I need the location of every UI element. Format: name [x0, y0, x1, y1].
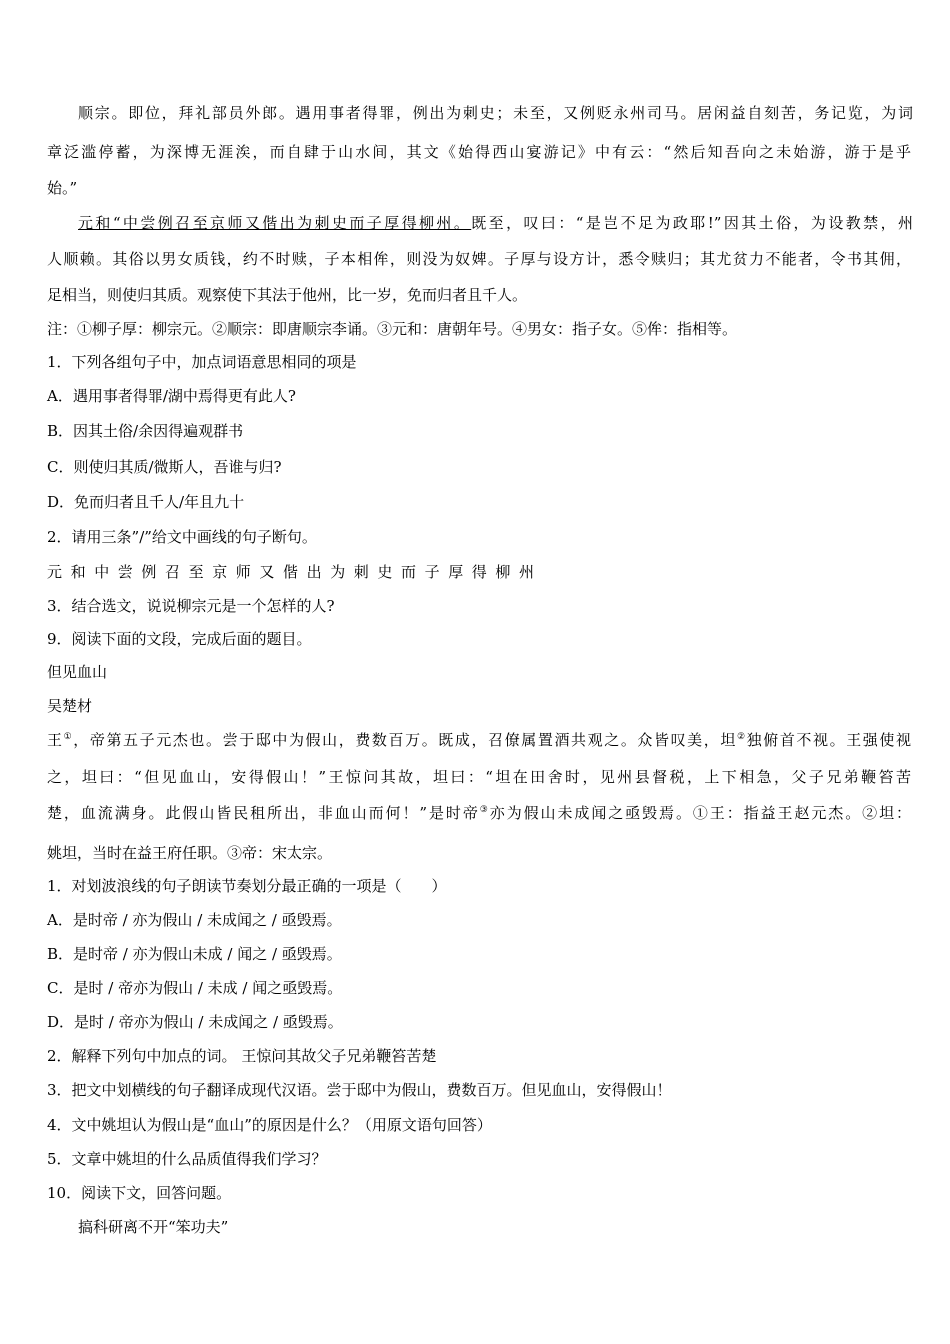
passage1-text: 既至，叹曰：“是岂不足为政耶!”因其土俗，为设教禁，州: [471, 214, 913, 232]
q9-option-a: A．是时帝 / 亦为假山 / 未成闻之 / 亟毁焉。: [47, 911, 342, 929]
passage1-line: 始。”: [47, 179, 78, 197]
question-2: 2．请用三条”/”给文中画线的句子断句。: [47, 528, 317, 546]
question-9-heading: 9．阅读下面的文段，完成后面的题目。: [47, 630, 312, 648]
q9-option-c: C．是时 / 帝亦为假山 / 未成 / 闻之亟毁焉。: [47, 979, 343, 997]
option-a: A．遇用事者得罪/湖中焉得更有此人?: [47, 387, 296, 405]
question-3: 3．结合选文，说说柳宗元是一个怎样的人?: [47, 597, 335, 615]
option-b: B．因其土俗/余因得遍观群书: [47, 422, 244, 440]
passage-title: 但见血山: [47, 663, 108, 681]
question-10-heading: 10．阅读下文，回答问题。: [47, 1184, 232, 1202]
passage2-text: 独俯首不视。王强使视: [746, 731, 911, 749]
option-d: D．免而归者且千人/年且九十: [47, 493, 245, 511]
q9-question-3: 3．把文中划横线的句子翻译成现代汉语。尝于邸中为假山，费数百万。但见血山，安得假山！: [47, 1081, 672, 1099]
passage2-line: 之，坦曰：“但见血山，安得假山！”王惊问其故，坦曰：“坦在田舍时，见州县督税，上下相急，父子兄弟鞭笞苦: [47, 768, 911, 786]
q9-option-b: B．是时帝 / 亦为假山未成 / 闻之 / 亟毁焉。: [47, 945, 342, 963]
passage-author: 吴楚材: [47, 697, 93, 715]
passage1-line: 人顺赖。其俗以男女质钱，约不时赎，子本相侔，则没为奴婢。子厚与设方计，悉令赎归；其尤贫力不能者，令书其佣，: [47, 250, 911, 268]
q9-question-1: 1．对划波浪线的句子朗读节奏划分最正确的一项是（ ）: [47, 877, 447, 895]
footnote-marker: ③: [479, 805, 490, 815]
q9-question-2: 2．解释下列句中加点的词。 王惊问其故父子兄弟鞭笞苦楚: [47, 1047, 437, 1065]
q9-question-5: 5．文章中姚坦的什么品质值得我们学习？: [47, 1150, 327, 1168]
passage1-line: [78, 213, 913, 235]
passage1-line: 足相当，则使归其质。观察使下其法于他州，比一岁，免而归者且千人。: [47, 286, 528, 304]
passage2-line: 姚坦，当时在益王府任职。③帝：宋太宗。: [47, 844, 333, 862]
passage1-line: 顺宗。即位，拜礼部员外郎。遇用事者得罪，例出为刺史；未至，又例贬永州司马。居闲益自刻苦，务记览，为词: [78, 104, 913, 122]
underlined-sentence: 元和“中尝例召至京师又偕出为刺史而子厚得柳州。: [78, 214, 472, 232]
segmentation-sentence: 元和中尝例召至京师又偕出为刺史而子厚得柳州: [47, 563, 543, 581]
annotation-notes: 注：①柳子厚：柳宗元。②顺宗：即唐顺宗李诵。③元和：唐朝年号。④男女：指子女。⑤侔：指相等。: [47, 320, 738, 338]
footnote-marker: ②: [736, 732, 747, 742]
passage2-line: [47, 803, 911, 825]
q9-question-4: 4．文中姚坦认为假山是“血山”的原因是什么？（用原文语句回答）: [47, 1116, 492, 1134]
passage2-text: 王: [47, 731, 64, 749]
footnote-marker: ①: [63, 732, 74, 742]
passage2-line: [47, 730, 911, 752]
passage2-text: ，帝第五子元杰也。尝于邸中为假山，费数百万。既成，召僚属置酒共观之。众皆叹美，坦: [73, 731, 737, 749]
passage2-text: 楚，血流满身。此假山皆民租所出，非血山而何！”是时帝: [47, 804, 480, 822]
option-c: C．则使归其质/微斯人，吾谁与归?: [47, 458, 282, 476]
q9-option-d: D．是时 / 帝亦为假山 / 未成闻之 / 亟毁焉。: [47, 1013, 343, 1031]
passage1-line: 章泛滥停蓄，为深博无涯涘，而自肆于山水间，其文《始得西山宴游记》中有云：“然后知吾向之未始游，游于是乎: [47, 143, 911, 161]
passage2-text: 亦为假山未成闻之亟毁焉。①王：指益王赵元杰。②坦：: [489, 804, 911, 822]
passage3-title: 搞科研离不开“笨功夫”: [78, 1218, 229, 1236]
question-1: 1．下列各组句子中，加点词语意思相同的项是: [47, 353, 357, 371]
